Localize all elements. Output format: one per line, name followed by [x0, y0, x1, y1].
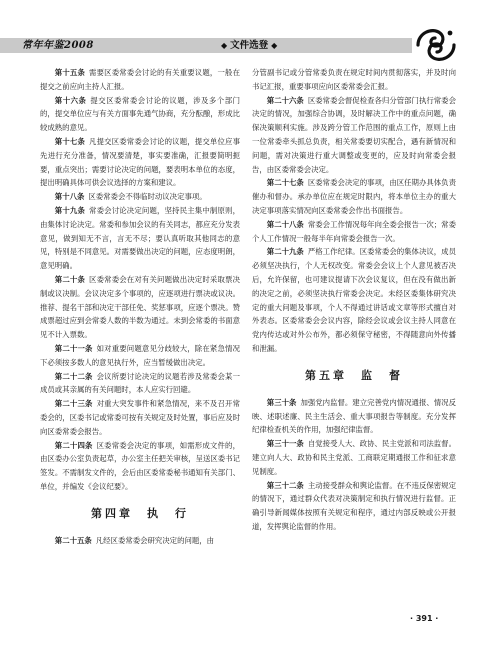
article-paragraph	[252, 218, 456, 246]
article-paragraph	[252, 437, 456, 478]
article-number: 第十五条	[54, 68, 86, 77]
article-paragraph	[40, 66, 240, 94]
article-text: 常委会工作情况每年向全委会报告一次；常委个人工作情况一般每半年向常委会报告一次。	[252, 219, 456, 243]
article-number: 第二十九条	[266, 247, 304, 257]
article-number: 第二十四条	[54, 440, 93, 450]
swirl-logo-icon	[414, 25, 458, 65]
article-number: 第二十七条	[266, 178, 304, 188]
article-paragraph	[40, 135, 240, 190]
article-number: 第三十条	[266, 397, 297, 407]
article-paragraph	[252, 396, 456, 437]
article-paragraph	[252, 479, 456, 534]
article-paragraph	[40, 204, 240, 273]
article-number: 第十九条	[54, 205, 86, 215]
article-text: 严格工作纪律。区委常委会的集体决议，成员必须坚决执行，个人无权改变。常委会会议上个人意见被否决后，允许保留，也可建议提请下次会议复议，但在没有做出新的决定之前，必须坚决执行常委会决定。未经区委集体研究决定的重大问题及事项，个人不得通过讲话或文章等形式擅自对外表态。区委常委会会议内容，除经会议或会议主持人同意在党内传达或对外公布外，都必须保守秘密，不得随意向外传播和泄漏。	[252, 247, 456, 353]
article-text: 区委常委会决定的事项，如需形成文件的，由区委办公室负责起草，办公室主任把关审核，呈送区委书记签发。不需制发文件的，会后由区委常委秘书通知有关部门、单位，并编发《会议纪要》。	[40, 440, 240, 491]
article-paragraph	[40, 370, 240, 398]
article-number: 第二十六条	[266, 95, 304, 105]
article-text: 凡经区委常委会研究决定的问题，由	[95, 535, 215, 545]
article-paragraph	[40, 342, 240, 370]
article-text: 对重大突发事件和紧急情况，来不及召开常委会的，区委书记或常委可按有关规定及时处置，事后应及时向区委常委会报告。	[40, 399, 240, 436]
article-number: 第三十一条	[266, 439, 304, 449]
continued-paragraph: 分管副书记或分管常委负责在规定时间内贯彻落实，并及时向书记汇报，重要事项应向区委常委会汇报。	[252, 68, 456, 91]
yearbook-title: 常年年鉴2008	[22, 40, 94, 51]
section-title-text: 文件选登	[230, 40, 269, 51]
article-paragraph	[40, 534, 240, 548]
diamond-icon: ◆	[221, 41, 228, 50]
article-text: 加强党内监督。建立完善党内情况通报、情况反映、述职述廉、民主生活会、重大事项报告等制度。充分发挥纪律检查机关的作用，加强纪律监督。	[252, 397, 456, 435]
left-column	[40, 66, 240, 548]
article-paragraph	[40, 397, 240, 438]
article-text: 需要区委常委会讨论的有关重要议题，一般在提交之前应向主持人汇报。	[40, 68, 240, 91]
article-paragraph	[252, 94, 456, 177]
article-paragraph	[252, 245, 456, 355]
article-paragraph	[40, 439, 240, 494]
article-text: 如对重要问题意见分歧较大，除在紧急情况下必须按多数人的意见执行外，应当暂缓做出决定。	[40, 343, 240, 367]
article-paragraph	[252, 176, 456, 217]
article-number: 第二十五条	[54, 535, 92, 545]
article-text: 区委常委会督促检查各归分管部门执行常委会决定的情况，加强综合协调，及时解决工作中的重点问题，确保决策顺利实施。涉及跨分管工作范围的重点工作，原则上由一位常委牵头抓总负责，相关常委要切实配合，遇有新情况和问题，需对决策进行重大调整或变更的，应及时向常委会报告，由区委常委会决定。	[252, 95, 456, 174]
article-number: 第二十二条	[54, 371, 93, 381]
article-text: 常委会讨论决定问题，坚持民主集中制原则，由集体讨论决定。常委和参加会议的有关同志，都应充分发表意见，做到知无不言，言无不尽；要认真听取其他同志的意见，特别是不同意见。对需要做出决定的问题，应态度明朗，意见明确。	[40, 205, 240, 271]
chapter-heading: 第四章 执 行	[91, 506, 189, 520]
page-number: · 391 ·	[410, 614, 439, 623]
article-paragraph	[40, 273, 240, 342]
article-number: 第二十条	[54, 274, 86, 284]
article-text: 提交区委常委会讨论的议题，涉及多个部门的，提交单位应与有关方面事先通气协商，充分酝酿，形成比较成熟的意见。	[40, 95, 240, 133]
article-text: 凡提交区委常委会讨论的议题，提交单位应事先进行充分准备，情况要清楚，事实要准确，汇报要简明扼要，重点突出；需要讨论决定的问题，要表明本单位的态度，提出明确具体可供会议选择的方案和建议。	[40, 136, 240, 188]
right-column	[252, 66, 456, 534]
article-text: 区委常委会不得临时动议决定事项。	[88, 192, 207, 202]
article-number: 第十六条	[54, 95, 87, 105]
article-text: 区委常委会决定的事项，由区任期办具体负责催办和督办。承办单位应在规定时限内，将本单位主办的重大决定事项落实情况向区委常委会作出书面报告。	[252, 178, 456, 215]
article-number: 第十八条	[54, 192, 85, 202]
chapter-heading: 第五章 监 督	[305, 368, 403, 382]
article-text: 区委常委会在对有关问题做出决定时采取票决制或议决制。会议决定多个事项的，应逐项进行票决或议决。推荐、提名干部和决定干部任免、奖惩事项，应逐个票决。赞成票超过应到会常委人数的半数为通过。未到会常委的书面意见不计入票数。	[40, 274, 240, 340]
article-number: 第二十一条	[54, 343, 93, 353]
article-number: 第二十三条	[54, 399, 93, 409]
article-text: 会议所要讨论决定的议题若涉及常委会某一成员或其亲属的有关问题时，本人应实行回避。	[40, 371, 240, 395]
article-paragraph	[40, 190, 240, 204]
article-paragraph	[40, 94, 240, 135]
section-title	[218, 38, 280, 53]
article-number: 第二十八条	[266, 219, 304, 229]
article-text: 自觉接受人大、政协、民主党派和司法监督。建立向人大、政协和民主党派、工商联定期通报工作和征求意见制度。	[252, 439, 456, 476]
article-text: 主动接受群众和舆论监督。在不违反保密规定的情况下，通过群众代表对决策制定和执行情况进行监督。正确引导新闻媒体按照有关规定和程序，通过内部反映或公开报道，发挥舆论监督的作用。	[252, 480, 456, 531]
article-number: 第十七条	[54, 136, 86, 146]
article-number: 第三十二条	[266, 480, 304, 490]
diamond-icon: ◆	[271, 41, 278, 50]
